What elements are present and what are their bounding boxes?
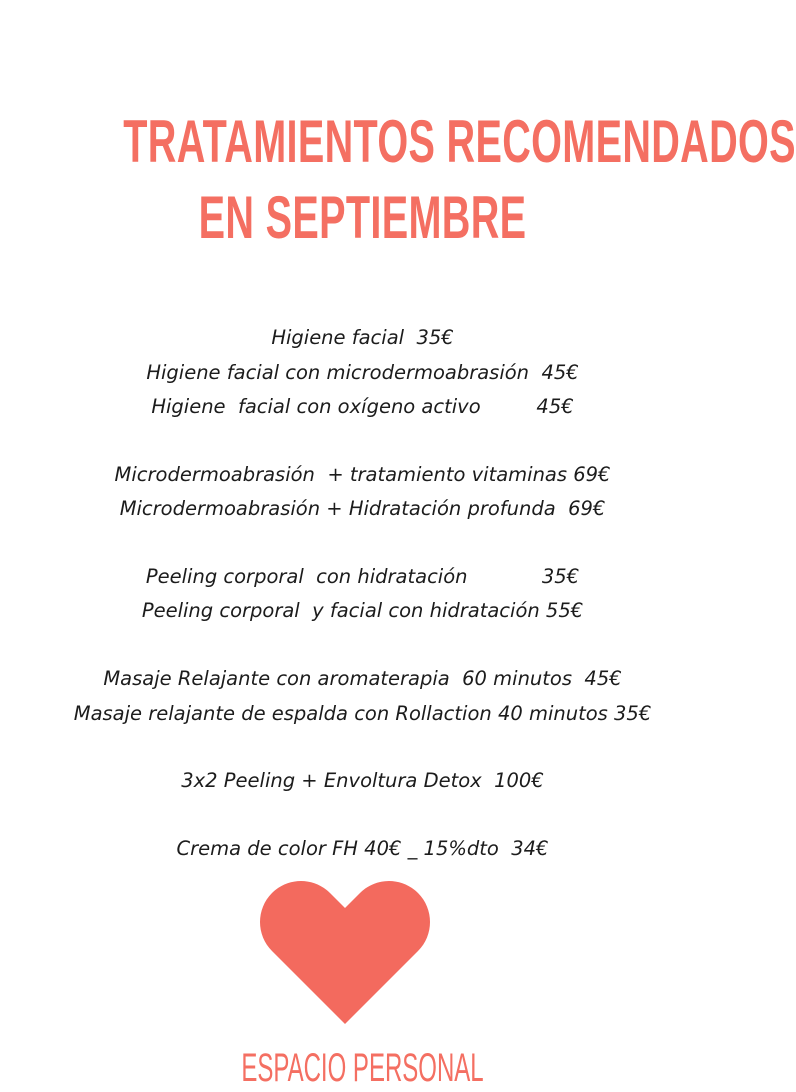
treatment-item: Masaje relajante de espalda con Rollaction 40 minutos 35€ <box>73 702 652 725</box>
treatment-item: Microdermoabrasión + Hidratación profunda 69€ <box>119 497 606 520</box>
heart-icon <box>260 872 430 1024</box>
treatment-item: 3x2 Peeling + Envoltura Detox 100€ <box>181 769 544 792</box>
treatment-item: Peeling corporal y facial con hidratación 55€ <box>141 599 584 622</box>
treatment-item: Crema de color FH 40€ _ 15%dto 34€ <box>176 837 549 860</box>
page-title-line-2: EN SEPTIEMBRE <box>198 184 527 251</box>
brand-name: ESPACIO PERSONAL <box>241 1046 484 1090</box>
treatment-item: Peeling corporal con hidratación 35€ <box>145 565 580 588</box>
treatment-item: Higiene facial con oxígeno activo 45€ <box>151 395 574 418</box>
treatment-item: Masaje Relajante con aromaterapia 60 minutos 45€ <box>103 667 622 690</box>
page-title-line-1: TRATAMIENTOS RECOMENDADOS <box>123 108 796 175</box>
treatment-item: Higiene facial 35€ <box>271 326 454 349</box>
treatment-item: Microdermoabrasión + tratamiento vitaminas 69€ <box>114 463 611 486</box>
treatment-item: Higiene facial con microdermoabrasión 45€ <box>146 361 579 384</box>
